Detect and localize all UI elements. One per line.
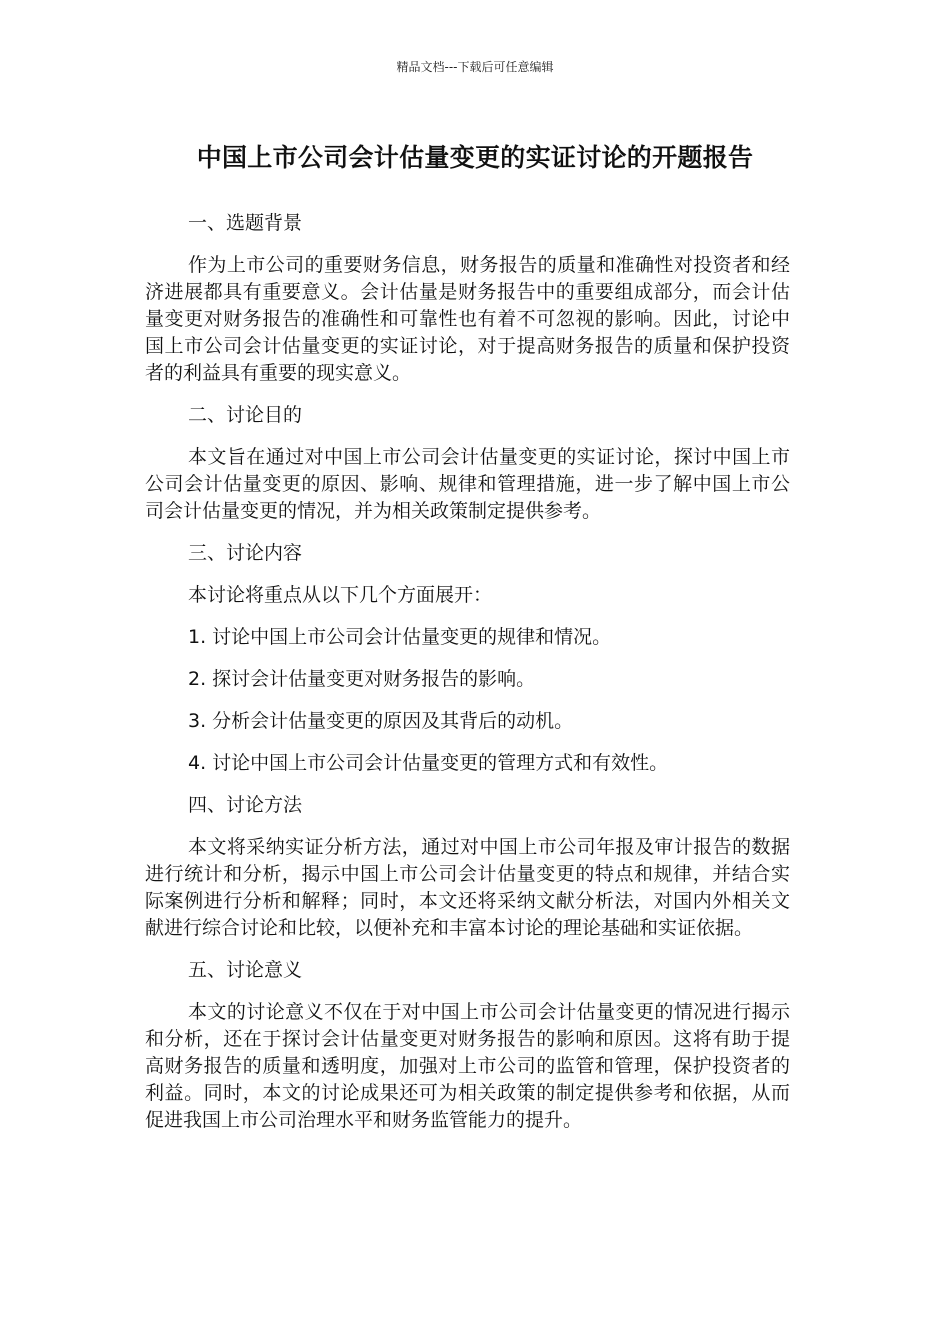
section-paragraph-background: 作为上市公司的重要财务信息，财务报告的质量和准确性对投资者和经济进展都具有重要意义。会计估量是财务报告中的重要组成部分，而会计估量变更对财务报告的准确性和可靠性也有着不可忽视的影响。因此，讨论中国上市公司会计估量变更的实证讨论，对于提高财务报告的质量和保护投资者的利益具有重要的现实意义。: [145, 254, 790, 384]
list-item: 4. 讨论中国上市公司会计估量变更的管理方式和有效性。: [188, 752, 669, 774]
section-heading-significance: 五、讨论意义: [188, 959, 303, 981]
section-heading-method: 四、讨论方法: [188, 794, 303, 816]
page-header: 精品文档---下载后可任意编辑: [396, 60, 554, 74]
section-paragraph-method: 本文将采纳实证分析方法，通过对中国上市公司年报及审计报告的数据进行统计和分析，揭示中国上市公司会计估量变更的特点和规律，并结合实际案例进行分析和解释；同时，本文还将采纳文献分析法，对国内外相关文献进行综合讨论和比较，以便补充和丰富本讨论的理论基础和实证依据。: [145, 836, 790, 939]
document-title: 中国上市公司会计估量变更的实证讨论的开题报告: [196, 143, 754, 172]
section-intro-content: 本讨论将重点从以下几个方面展开：: [188, 584, 493, 606]
section-paragraph-purpose: 本文旨在通过对中国上市公司会计估量变更的实证讨论，探讨中国上市公司会计估量变更的原因、影响、规律和管理措施，进一步了解中国上市公司会计估量变更的情况，并为相关政策制定提供参考。: [145, 446, 790, 522]
section-paragraph-significance: 本文的讨论意义不仅在于对中国上市公司会计估量变更的情况进行揭示和分析，还在于探讨会计估量变更对财务报告的影响和原因。这将有助于提高财务报告的质量和透明度，加强对上市公司的监管和管理，保护投资者的利益。同时，本文的讨论成果还可为相关政策的制定提供参考和依据，从而促进我国上市公司治理水平和财务监管能力的提升。: [145, 1001, 790, 1131]
section-heading-background: 一、选题背景: [188, 212, 303, 234]
section-heading-purpose: 二、讨论目的: [188, 404, 303, 426]
document-body: [145, 210, 790, 1149]
list-item: 3. 分析会计估量变更的原因及其背后的动机。: [188, 710, 574, 732]
list-item: 2. 探讨会计估量变更对财务报告的影响。: [188, 668, 536, 690]
list-item: 1. 讨论中国上市公司会计估量变更的规律和情况。: [188, 626, 612, 648]
section-heading-content: 三、讨论内容: [188, 542, 303, 564]
